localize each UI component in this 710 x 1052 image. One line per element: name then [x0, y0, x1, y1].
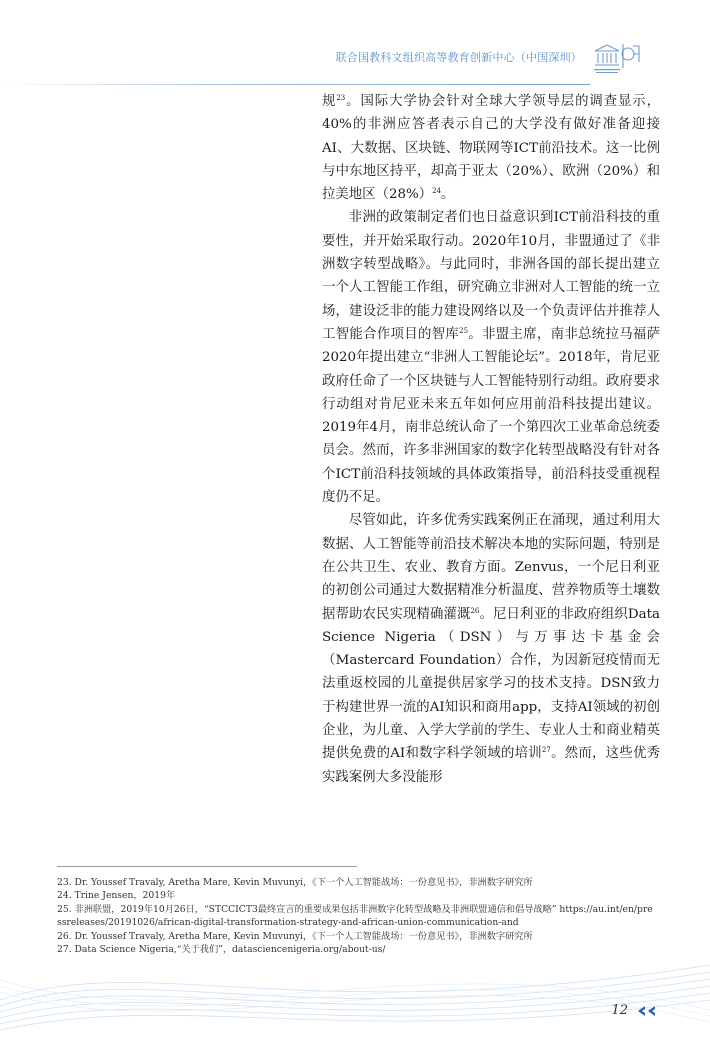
header-org-name: 联合国教科文组织高等教育创新中心（中国深圳） — [335, 51, 582, 64]
footnote-ref-24[interactable]: 24 — [432, 187, 442, 196]
unesco-logo-icon — [592, 40, 642, 76]
footnote-ref-26[interactable]: 26 — [470, 606, 480, 615]
footnote-27: 27. Data Science Nigeria,“关于我们”，datasciencenigeria.org/about-us/ — [57, 944, 386, 956]
footnote-24: 24. Trine Jensen，2019年 — [57, 890, 176, 902]
footnote-ref-23[interactable]: 23 — [336, 94, 346, 102]
paragraph-3: 尽管如此，许多优秀实践案例正在涌现，通过利用大数据、人工智能等前沿技术解决本地的实际问题，特别是在公共卫生、农业、教育方面。Zenvus，一个尼日利亚的初创公司通过大数据精准分析温度、营养物质等土壤数据帮助农民实现精确灌溉$^{26}$。尼日利亚的非政府组织Data Science Nigeria（DSN）与万事达卡基金会（Mastercard Foundation）合作，为因新冠疫情而无法重返校园的儿童提供居家学习的技术支持。DSN致力于构建世界一流的AI知识和商用app，支持AI领域的初创企业，为儿童、入学大学前的学生、专业人士和商业精英提供免费的AI和数字科学领域的培训$^{27}$。然而，这些优秀实践案例大多没能形 — [322, 513, 661, 785]
paragraph-2: 非洲的政策制定者们也日益意识到ICT前沿科技的重要性，并开始采取行动。2020年10月，非盟通过了《非洲数字转型战略》。与此同时，非洲各国的部长提出建立一个人工智能工作组，研究确立非洲对人工智能的统一立场，建设泛非的能力建设网络以及一个负责评估并推荐人工智能合作项目的智库$^{25}$。非盟主席，南非总统拉马福萨2020年提出建立“非洲人工智能论坛”。2018年，肯尼亚政府任命了一个区块链与人工智能特别行动组。政府要求行动组对肯尼亚未来五年如何应用前沿科技提出建议。2019年4月，南非总统认命了一个第四次工业革命总统委员会。然而，许多非洲国家的数字化转型战略没有针对各个ICT前沿科技领域的具体政策指导，前沿科技受重视程度仍不足。 — [322, 210, 661, 506]
body-text — [322, 90, 660, 789]
footnote-25: 25. 非洲联盟，2019年10月26日，“STCCICT3最终宣言的重要成果包括非洲数字化转型战略及非洲联盟通信和倡导战略” https://au.int/en/pressreleases/20191026/african-digital-transformation-strategy-and-african-union-communication-and — [57, 903, 653, 929]
footnote-23: 23. Dr. Youssef Travaly, Aretha Mare, Kevin Muvunyi，《下一个人工智能战场：一份意见书》，非洲数字研究所 — [57, 877, 533, 888]
page-number: 12 — [611, 1003, 628, 1018]
footnote-ref-25[interactable]: 25 — [459, 326, 469, 335]
header-divider — [0, 84, 590, 85]
footnote-divider — [57, 866, 357, 867]
decorative-waves — [0, 940, 710, 1052]
double-chevron-left-icon — [636, 1005, 658, 1017]
footnote-ref-27[interactable]: 27 — [541, 746, 551, 755]
paragraph-1: 规$^{23}$。国际大学协会针对全球大学领导层的调查显示，40%的非洲应答者表示自己的大学没有做好准备迎接AI、大数据、区块链、物联网等ICT前沿技术。这一比例与中东地区持平，却高于亚太（20%）、欧洲（20%）和拉美地区$(28\%)^{24}$。 — [322, 94, 661, 203]
footnote-26: 26. Dr. Youssef Travaly, Aretha Mare, Kevin Muvunyi，《下一个人工智能战场：一份意见书》，非洲数字研究所 — [57, 930, 533, 942]
